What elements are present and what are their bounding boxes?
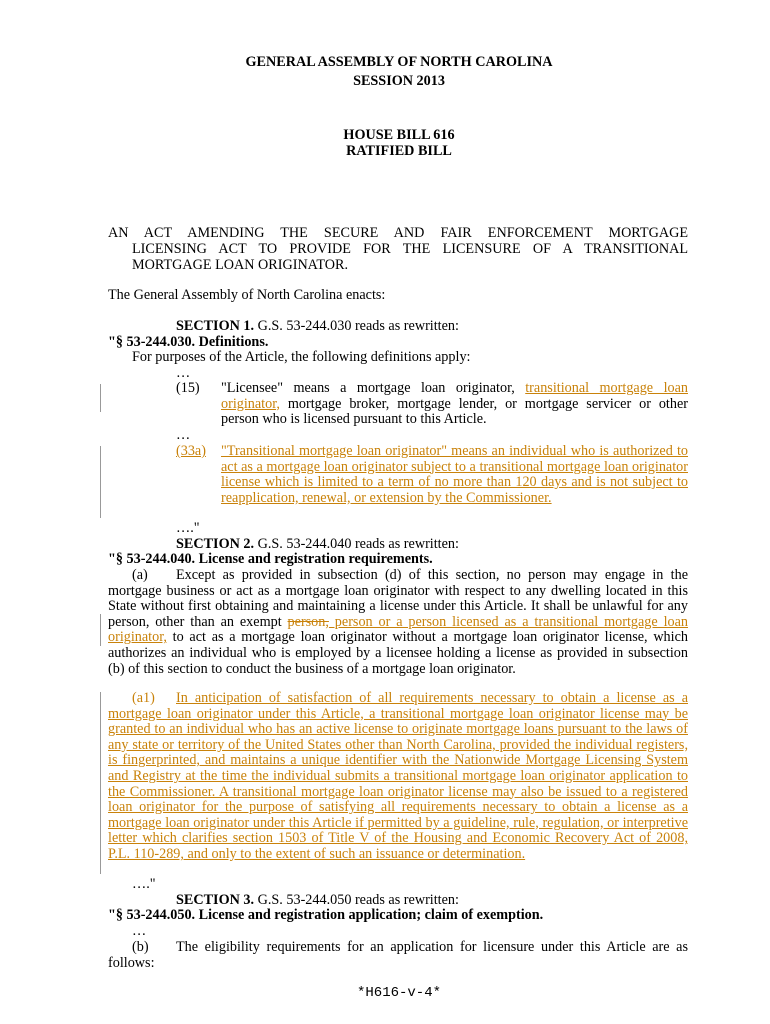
assembly-heading: GENERAL ASSEMBLY OF NORTH CAROLINA — [245, 54, 553, 70]
ellipsis: … — [176, 365, 191, 381]
bill-status: RATIFIED BILL — [346, 143, 452, 159]
subsection-label: (a) — [132, 567, 148, 583]
change-bar — [100, 446, 101, 518]
act-title-line-3: MORTGAGE LOAN ORIGINATOR. — [132, 257, 349, 273]
subsection-label: (b) — [132, 939, 149, 955]
definition-text: "Transitional mortgage loan originator" means an individual who is authorized to act as a mortgage loan originator subject to a transitional mortgage loan originator license which is limited to a term of no more than 120 days and is not subject to reapplication, renewal, or extension by the Commissioner. — [221, 443, 688, 506]
definition-text: "Licensee" means a mortgage loan originator, transitional mortgage loan originator, mortgage broker, mortgage lender, or mortgage servicer or other person who is licensed pursuant to this Article. — [221, 380, 688, 428]
definition-15 — [176, 381, 688, 428]
section-2-heading: SECTION 2. G.S. 53-244.040 reads as rewritten: — [176, 536, 459, 552]
section-1-heading: SECTION 1. G.S. 53-244.030 reads as rewritten: — [176, 318, 459, 334]
subsection-label: (a1) — [132, 690, 155, 706]
section-3-heading: SECTION 3. G.S. 53-244.050 reads as rewritten: — [176, 892, 459, 908]
ellipsis: … — [176, 427, 191, 443]
change-bar — [100, 384, 101, 412]
section-1-statute: "§ 53-244.030. Definitions. — [108, 334, 269, 350]
inserted-text: person or a person licensed as a transitional mortgage loan originator, — [108, 613, 688, 646]
definition-number: (33a) — [176, 443, 206, 459]
enacting-clause: The General Assembly of North Carolina enacts: — [108, 287, 386, 303]
document-footer: *H616-v-4* — [356, 985, 441, 1001]
subsection-b: (b) The eligibility requirements for an application for licensure under this Article are as follows: — [108, 939, 688, 971]
session-heading: SESSION 2013 — [353, 73, 445, 89]
ellipsis: … — [132, 923, 147, 939]
section-close: …." — [132, 876, 156, 892]
definition-number: (15) — [176, 380, 200, 396]
definition-33a — [176, 444, 688, 506]
section-2-statute: "§ 53-244.040. License and registration requirements. — [108, 551, 433, 567]
section-close: …." — [176, 520, 200, 536]
definitions-intro: For purposes of the Article, the following definitions apply: — [132, 349, 471, 365]
deleted-text: person, — [287, 613, 329, 630]
act-title-line-1: AN ACT AMENDING THE SECURE AND FAIR ENFORCEMENT MORTGAGE — [108, 225, 688, 241]
subsection-a: (a) Except as provided in subsection (d) of this section, no person may engage in the mortgage business or act as a mortgage loan originator with respect to any dwelling located in this State without first obtaining and maintaining a license under this Article. It shall be unlawful for any person, other than an exempt person, person or a person licensed as a transitional mortgage loan originator, to act as a mortgage loan originator without a mortgage loan originator license, which authorizes an individual who is employed by a licensee holding a license as provided in subsection (b) of this section to conduct the business of a mortgage loan originator. — [108, 567, 688, 677]
section-3-statute: "§ 53-244.050. License and registration application; claim of exemption. — [108, 907, 544, 923]
subsection-a1: (a1) In anticipation of satisfaction of all requirements necessary to obtain a license as a mortgage loan originator under this Article, a transitional mortgage loan originator license may be granted to an individual who has an active license to originate mortgage loans pursuant to the laws of any state or territory of the United States other than North Carolina, provided the individual registers, is fingerprinted, and maintains a unique identifier with the Nationwide Mortgage Licensing System and Registry at the time the individual submits a transitional mortgage loan originator application to the Commissioner. A transitional mortgage loan originator license may also be issued to a registered loan originator for the purpose of satisfying all requirements necessary to obtain a license as a mortgage loan originator under this Article if permitted by a guideline, rule, regulation, or interpretive letter which clarifies section 1503 of Title V of the Housing and Economic Recovery Act of 2008, P.L. 110-289, and only to the extent of such an issuance or determination. — [108, 690, 688, 862]
change-bar — [100, 614, 101, 646]
act-title-line-2: LICENSING ACT TO PROVIDE FOR THE LICENSURE OF A TRANSITIONAL — [132, 241, 688, 257]
bill-number: HOUSE BILL 616 — [343, 127, 455, 143]
change-bar — [100, 692, 101, 874]
